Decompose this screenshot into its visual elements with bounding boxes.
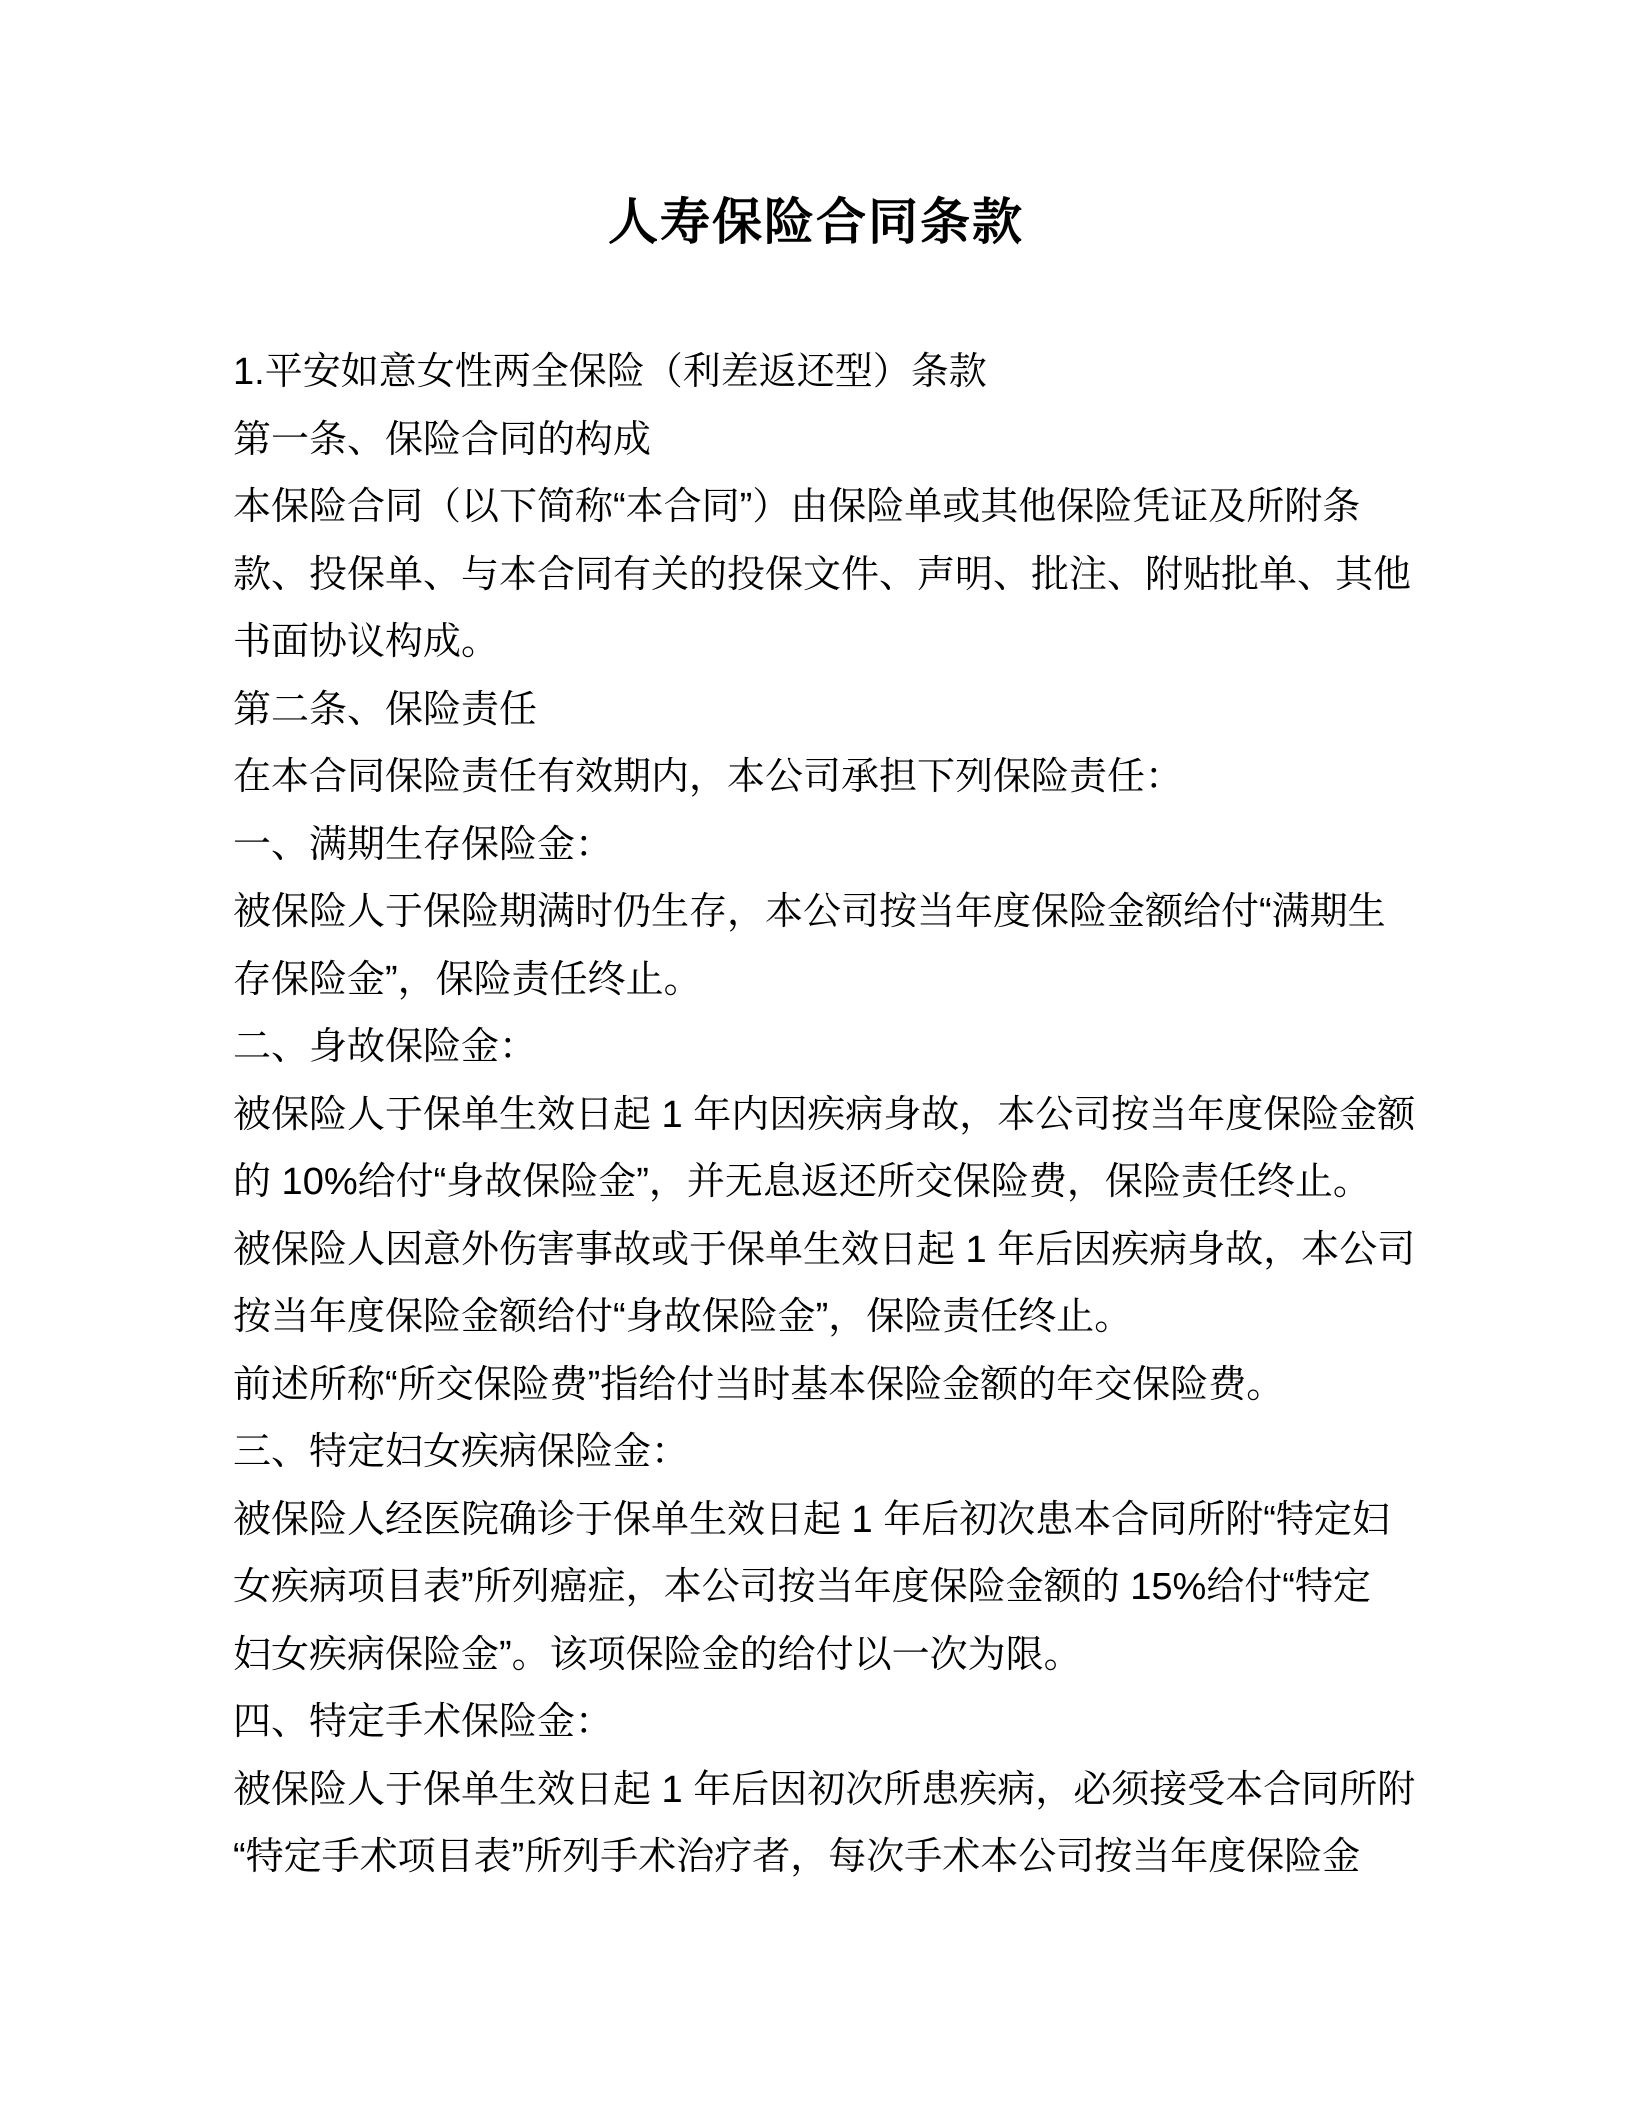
text-line-item-heading: 四、特定手术保险金： <box>233 1701 614 1743</box>
document-body <box>233 339 1457 1892</box>
text-line-body: 本保险合同（以下简称“本合同”）由保险单或其他保险凭证及所附条 <box>233 486 1361 528</box>
text-line-body: 书面协议构成。 <box>233 621 500 663</box>
text-line-body: 被保险人于保单生效日起 1 年后因初次所患疾病，必须接受本合同所附 <box>233 1768 1416 1811</box>
text-line-body: 存保险金”，保险责任终止。 <box>233 958 702 1001</box>
text-line-body: 的 10%给付“身故保险金”，并无息返还所交保险费，保险责任终止。 <box>233 1161 1371 1203</box>
text-line-body: 女疾病项目表”所列癌症，本公司按当年度保险金额的 15%给付“特定 <box>233 1566 1371 1608</box>
text-line-body: 前述所称“所交保险费”指给付当时基本保险金额的年交保险费。 <box>233 1363 1285 1406</box>
document-title: 人寿保险合同条款 <box>608 194 1024 250</box>
text-line-body: “特定手术项目表”所列手术治疗者，每次手术本公司按当年度保险金 <box>233 1836 1361 1878</box>
text-line-product-heading: 1.平安如意女性两全保险（利差返还型）条款 <box>233 351 987 393</box>
text-line-body: 被保险人因意外伤害事故或于保单生效日起 1 年后因疾病身故，本公司 <box>233 1228 1416 1271</box>
text-line-body: 被保险人经医院确诊于保单生效日起 1 年后初次患本合同所附“特定妇 <box>233 1498 1390 1541</box>
text-line-item-heading: 二、身故保险金： <box>233 1026 538 1068</box>
text-line-item-heading: 三、特定妇女疾病保险金： <box>233 1431 690 1473</box>
text-line-article-heading: 第二条、保险责任 <box>233 688 538 731</box>
text-line-body: 被保险人于保单生效日起 1 年内因疾病身故，本公司按当年度保险金额 <box>233 1093 1416 1136</box>
text-line-body: 被保险人于保险期满时仍生存，本公司按当年度保险金额给付“满期生 <box>233 891 1386 933</box>
text-line-article-heading: 第一条、保险合同的构成 <box>233 418 652 461</box>
text-line-item-heading: 一、满期生存保险金： <box>233 823 614 866</box>
text-line-body: 妇女疾病保险金”。该项保险金的给付以一次为限。 <box>233 1633 1082 1676</box>
text-line-body: 按当年度保险金额给付“身故保险金”，保险责任终止。 <box>233 1296 1133 1338</box>
text-line-body: 款、投保单、与本合同有关的投保文件、声明、批注、附贴批单、其他 <box>233 553 1412 596</box>
text-line-body: 在本合同保险责任有效期内，本公司承担下列保险责任： <box>233 756 1184 798</box>
